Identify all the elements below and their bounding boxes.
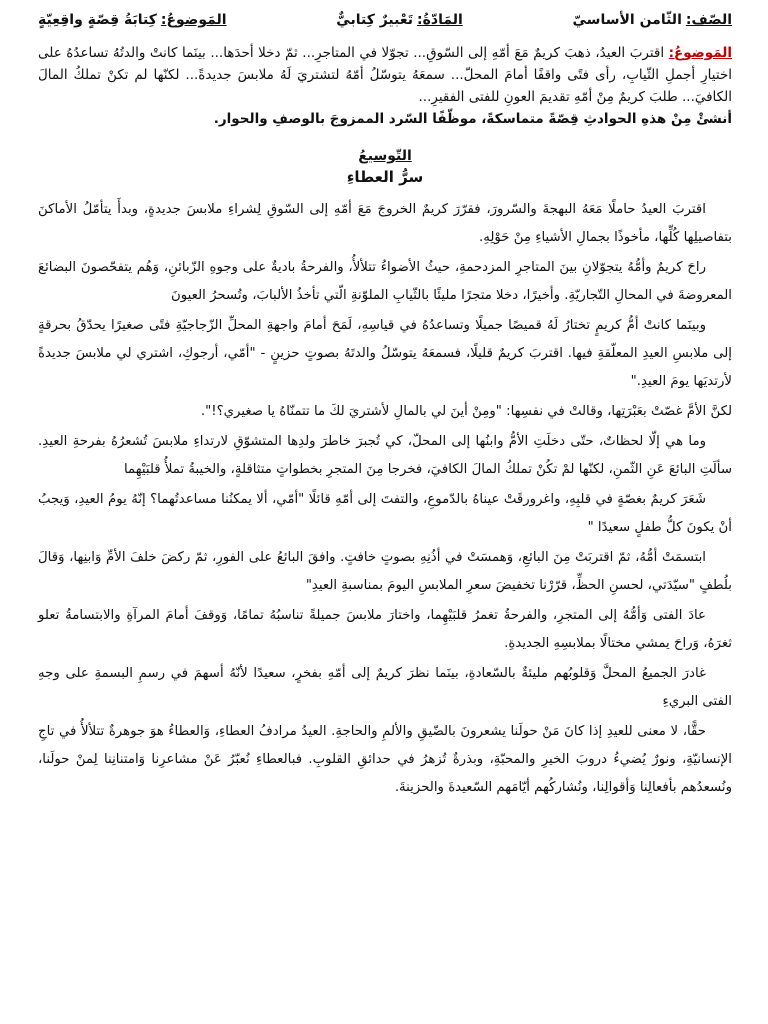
story-paragraph: وما هي إلّا لحظاتٌ، حتّى دخلَتِ الأمُّ وابنُها إلى المحلّ، كي تُجبرَ خاطرَ ولدِها المتشوّقِ لارتداءِ ملابسَ تُشعرُهُ بفرحةِ العيدِ. سألَتِ البائعَ عَنِ الثّمنِ، لكنّها لمْ تكُنْ تملكُ المالَ الكافيَ، فخرجا مِنَ المتجرِ بخطواتٍ متثاقلةٍ، والخيبةُ تملأُ قلبَيْهِما [38,434,732,477]
story-paragraph: شَعَرَ كريمٌ بغصّةٍ في قلبِهِ، واغرورقَتْ عيناهُ بالدّموعِ، والتفتَ إلى أمّهِ قائلًا "أمّي، ألا يمكنُنا مساعدتُهما؟ إنّهُ يومُ العيدِ، وَيجبُ أنْ يكونَ كلُّ طفلٍ سعيدًا " [38,492,732,535]
story-paragraph: حقًّا، لا معنى للعيدِ إذا كانَ مَنْ حولَنا يشعرونَ بالضّيقِ والألمِ والحاجةِ. العيدُ مرادفُ العطاءِ، وَالعطاءُ هوَ جوهرةٌ تتلألأُ في تاجِ الإنسانيّةِ، ونورٌ يُضيءُ دروبَ الخيرِ والمحبّةِ، وبذرةٌ تُزهرُ في حدائقِ القلوبِ. فبالعطاءِ نُعبّرُ عَنْ مشاعرِنا وَامتنانِنا لِمنْ حولَنا، ونُسعدُهم بأفعالِنا وَأقوالِنا، ونُشاركُهم أيّامَهم السّعيدةَ والحزينةَ. [38,724,732,795]
task-instruction: أنشئْ مِنْ هذهِ الحوادثِ قِصّةً متماسكةً، موظّفًا السّرد الممزوجَ بالوصفِ والحوار. [213,111,732,127]
subject-value: تَعْبيرٌ كِتابيٌّ [336,12,414,28]
story-paragraph: لكنَّ الأمَّ غصّتْ بعَبْرَتِها، وقالتْ في نفسِها: "ومِنْ أينَ لي بالمالِ لأشتريَ لكَ ما تتمنّاهُ يا صغيري؟!". [200,404,732,419]
topic-prompt-tag: المَوضوعُ: [668,45,732,61]
topic-field [38,12,227,28]
topic-prompt [38,42,732,108]
section-title: التّوسيعُ [358,148,412,164]
grade-value: الثّامن الأساسيّ [572,12,682,28]
subject-field [336,12,462,28]
topic-label: المَوضوعُ: [160,12,227,28]
story-paragraph: راحَ كريمٌ وأمُّهُ يتجوّلانِ بينَ المتاجرِ المزدحمةِ، حيثُ الأضواءُ تتلألأُ، والفرحةُ باديةٌ على وجوهِ الزّبائنِ، وَهُم يتفحّصونَ البضائعَ المعروضةَ في المحالِ التّجاريّةِ. وأخيرًا، دخلا متجرًا مليئًا بالثّيابِ الملوّنةِ الّتي تأخذُ الألبابَ، وتُسحرُ العيونَ [38,260,732,303]
grade-field [573,12,732,28]
story-paragraph: اقتربَ العيدُ حاملًا مَعَهُ البهجةَ والسّرورَ، فقرّرَ كريمٌ الخروجَ مَعَ أمّهِ إلى السّوقِ لِشراءِ ملابسَ جديدةٍ، وبدأَ يتأمّلُ الأماكنَ بتفاصيلِها كُلِّها، مأخوذًا بجمالِ الأشياءِ مِنْ حَوْلِهِ. [38,202,732,245]
grade-label: الصّف: [685,12,732,28]
story-paragraph: غادرَ الجميعُ المحلَّ وَقلوبُهم مليئةٌ بالسّعادةِ، بينَما نظرَ كريمٌ إلى أمّهِ بفخرٍ، سعيدًا لأنّهُ أسهمَ في رسمِ البسمةِ على وجهِ الفتى البريءِ [38,666,732,709]
story-paragraph: ابتسمَتْ أمُّهُ، ثمّ اقتربَتْ مِنَ البائعِ، وَهمسَتْ في أذُنِهِ بصوتٍ خافتٍ. وافقَ البائعُ على الفورِ، ثمّ ركضَ خلفَ الأمِّ وَابنِها، وَقالَ بلُطفٍ "سيّدَتي، لحسنِ الحظِّ، قرّرْنا تخفيضَ سعرِ الملابسِ اليومَ بمناسبةِ العيدِ" [38,550,732,593]
story-title: سرُّ العطاءِ [346,168,424,186]
topic-value: كِتابَةُ قِصّةٍ واقِعِيّةٍ [38,12,157,28]
subject-label: المَادّةُ: [417,12,463,28]
story-paragraph: وبينَما كانتْ أمُّ كريمٍ تختارُ لَهُ قميصًا جميلًا وتساعدُهُ في قياسِهِ، لَمَحَ أمامَ واجهةِ المحلِّ الزّجاجيّةِ فتًى صغيرًا يحدّقُ بحرقةٍ إلى ملابسِ العيدِ المعلّقةِ فيها. اقتربَ كريمٌ قليلًا، فسمعَهُ يتوسّلُ والدتَهُ بصوتٍ حزينٍ - "أمّي، أرجوكِ، اشتري لي ملابسَ جديدةً لأرتديَها يومَ العيدِ." [38,318,732,389]
worksheet-header [38,12,732,28]
story-paragraph: عادَ الفتى وَأمُّهُ إلى المتجرِ، والفرحةُ تغمرُ قلبَيْهِما، واختارَ ملابسَ جميلةً تناسبُهُ تمامًا، وَوقفَ أمامَ المرآةِ والابتسامةُ تعلو ثغرَهُ، وَراحَ يمشي مختالًا بملابسِهِ الجديدةِ. [38,608,732,651]
topic-prompt-text: اقتربَ العيدُ، ذهبَ كريمٌ مَعَ أمّهِ إلى السّوقِ... تجوّلا في المتاجرِ... ثمّ دخلا أحدَها... بينَما كانتْ والدتُهُ تساعدُهُ على اختيارِ أجملِ الثّيابِ، رأى فتًى واقفًا أمامَ المحلّ... سمعَهُ يتوسّلُ أمّهُ لتشتريَ لَهُ ملابسَ جديدةً... لكنّها لم تكنْ تملكُ المالَ الكافيَ... طلبَ كريمٌ مِنْ أمّهِ تقديمَ العونِ للفتى الفقيرِ... [38,45,732,105]
